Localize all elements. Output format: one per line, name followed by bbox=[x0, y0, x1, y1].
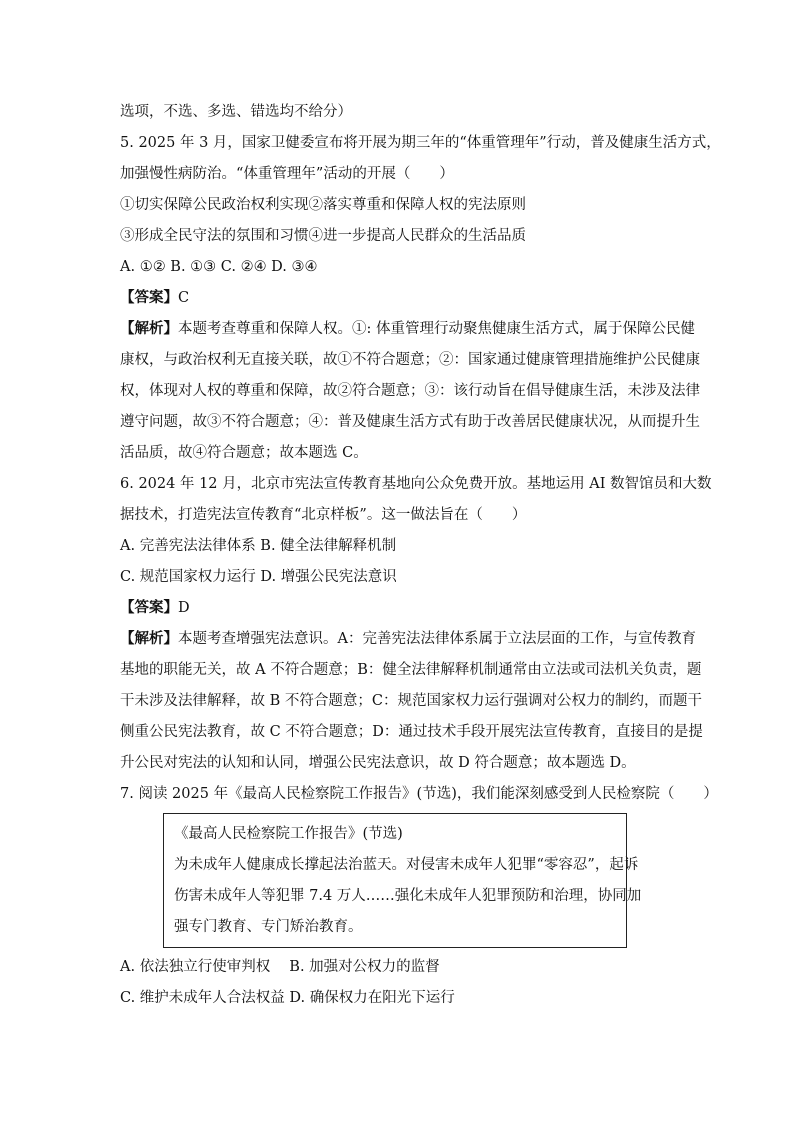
q7-box-line-1: 为未成年人健康成长撑起法治蓝天。对侵害未成年人犯罪“零容忍”，起诉 bbox=[174, 857, 639, 873]
q5-stem-line-1: 5. 2025 年 3 月，国家卫健委宣布将开展为期三年的“体重管理年”行动，普及健康生活方式， bbox=[120, 135, 721, 151]
q7-options-line-2: C. 维护未成年人合法权益 D. 确保权力在阳光下运行 bbox=[120, 990, 455, 1006]
q5-analysis-line-1 bbox=[120, 319, 695, 339]
q5-answer-label: 【答案】 bbox=[120, 289, 178, 306]
q6-analysis-line-2: 基地的职能无关，故 A 不符合题意；B：健全法律解释机制通常由立法或司法机关负责，题 bbox=[120, 662, 702, 678]
q6-options-line-2: C. 规范国家权力运行 D. 增强公民宪法意识 bbox=[120, 569, 397, 585]
q7-box-line-2: 伤害未成年人等犯罪 7.4 万人……强化未成年人犯罪预防和治理，协同加 bbox=[174, 888, 642, 904]
q5-statements-line-1: ①切实保障公民政治权利实现②落实尊重和保障人权的宪法原则 bbox=[120, 197, 526, 213]
q5-answer-value: C bbox=[178, 290, 190, 306]
q5-analysis-line-3: 权，体现对人权的尊重和保障，故②符合题意；③：该行动旨在倡导健康生活，未涉及法律 bbox=[120, 383, 700, 399]
q5-statements-line-2: ③形成全民守法的氛围和习惯④进一步提高人民群众的生活品质 bbox=[120, 228, 526, 244]
q6-answer-value: D bbox=[178, 600, 190, 616]
intro-line: 选项，不选、多选、错选均不给分） bbox=[120, 104, 352, 120]
q5-stem-line-2: 加强慢性病防治。“体重管理年”活动的开展（ ） bbox=[120, 166, 454, 182]
q7-box-line-3: 强专门教育、专门矫治教育。 bbox=[174, 919, 363, 935]
q7-box-title: 《最高人民检察院工作报告》(节选) bbox=[174, 826, 403, 842]
q5-analysis-line-4: 遵守问题，故③不符合题意；④：普及健康生活方式有助于改善居民健康状况，从而提升生 bbox=[120, 414, 700, 430]
q5-options: A. ①② B. ①③ C. ②④ D. ③④ bbox=[120, 259, 318, 275]
q5-analysis-line-5: 活品质，故④符合题意；故本题选 C。 bbox=[120, 445, 368, 461]
q7-options-line-1: A. 依法独立行使审判权 B. 加强对公权力的监督 bbox=[120, 959, 440, 975]
q6-answer-label: 【答案】 bbox=[120, 599, 178, 616]
q7-excerpt-box bbox=[163, 813, 642, 948]
q6-answer bbox=[120, 598, 190, 618]
q6-analysis-line-4: 侧重公民宪法教育，故 C 不符合题意；D：通过技术手段开展宪法宣传教育，直接目的是提 bbox=[120, 724, 703, 740]
q6-stem-line-2: 据技术，打造宪法宣传教育“北京样板”。这一做法旨在（ ） bbox=[120, 507, 527, 523]
q6-analysis-label: 【解析】 bbox=[120, 630, 178, 647]
q5-analysis-line-2: 康权，与政治权利无直接关联，故①不符合题意；②：国家通过健康管理措施维护公民健康 bbox=[120, 352, 700, 368]
q6-analysis-text-1: 本题考查增强宪法意识。A：完善宪法法律体系属于立法层面的工作，与宣传教育 bbox=[178, 631, 696, 647]
q5-analysis-text-1: 本题考查尊重和保障人权。①: 体重管理行动聚焦健康生活方式，属于保障公民健 bbox=[178, 321, 695, 337]
q5-analysis-label: 【解析】 bbox=[120, 320, 178, 337]
q5-answer bbox=[120, 288, 189, 308]
q6-analysis-line-5: 升公民对宪法的认知和认同，增强公民宪法意识，故 D 符合题意；故本题选 D。 bbox=[120, 755, 636, 771]
q6-options-line-1: A. 完善宪法法律体系 B. 健全法律解释机制 bbox=[120, 538, 397, 554]
q6-analysis-line-3: 干未涉及法律解释，故 B 不符合题意；C：规范国家权力运行强调对公权力的制约，而题干 bbox=[120, 693, 702, 709]
q6-stem-line-1: 6. 2024 年 12 月，北京市宪法宣传教育基地向公众免费开放。基地运用 AI 数智馆员和大数 bbox=[120, 476, 712, 492]
q6-analysis-line-1 bbox=[120, 629, 696, 649]
q7-stem-line-1: 7. 阅读 2025 年《最高人民检察院工作报告》(节选)，我们能深刻感受到人民检察院（ ） bbox=[120, 786, 718, 802]
